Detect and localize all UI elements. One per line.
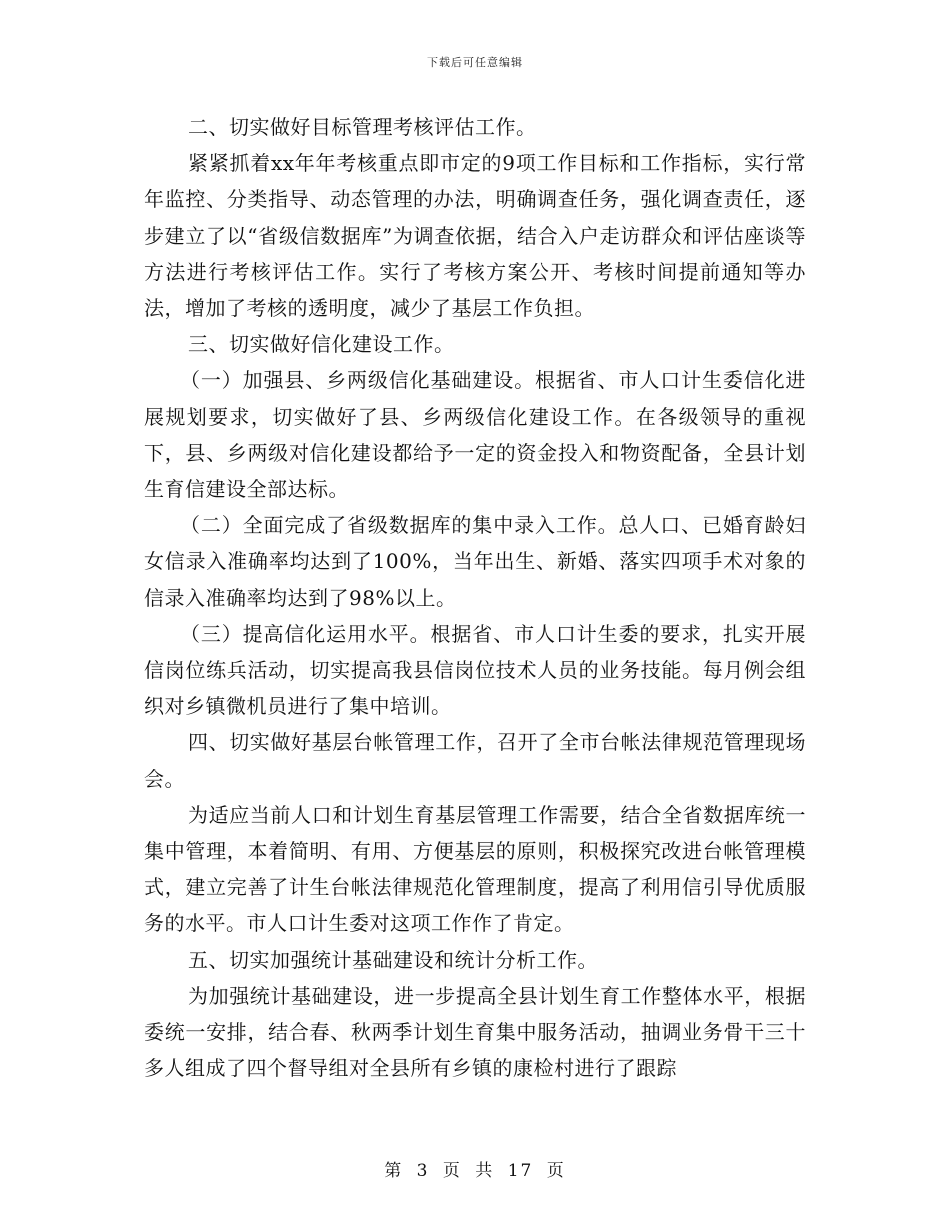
section-heading-2: 二、切实做好目标管理考核评估工作。 bbox=[188, 115, 537, 139]
document-body bbox=[144, 109, 806, 1086]
page-header-note: 下载后可任意编辑 bbox=[427, 56, 523, 69]
section-heading-5: 五、切实加强统计基础建设和统计分析工作。 bbox=[188, 947, 598, 972]
section-heading-4: 四、切实做好基层台帐管理工作，召开了全市台帐法律规范管理现场会。 bbox=[144, 730, 806, 791]
body-paragraph: 为加强统计基础建设，进一步提高全县计划生育工作整体水平，根据委统一安排，结合春、秋两季计划生育集中服务活动，抽调业务骨干三十多人组成了四个督导组对全县所有乡镇的康检村进行了跟踪 bbox=[144, 983, 806, 1081]
page-number-footer: 第 3 页 共 17 页 bbox=[384, 1161, 566, 1181]
subsection-paragraph-3: （三）提高信化运用水平。根据省、市人口计生委的要求，扎实开展信岗位练兵活动，切实提高我县信岗位技术人员的业务技能。每月例会组织对乡镇微机员进行了集中培训。 bbox=[144, 621, 806, 719]
subsection-paragraph-2: （二）全面完成了省级数据库的集中录入工作。总人口、已婚育龄妇女信录入准确率均达到了100%，当年出生、新婚、落实四项手术对象的信录入准确率均达到了98%以上。 bbox=[144, 513, 806, 610]
body-paragraph: 紧紧抓着xx年年考核重点即市定的9项工作目标和工作指标，实行常年监控、分类指导、动态管理的办法，明确调查任务，强化调查责任，逐步建立了以“省级信数据库”为调查依据，结合入户走访群众和评估座谈等方法进行考核评估工作。实行了考核方案公开、考核时间提前通知等办法，增加了考核的透明度，减少了基层工作负担。 bbox=[144, 151, 806, 321]
section-heading-3: 三、切实做好信化建设工作。 bbox=[188, 332, 455, 357]
body-paragraph: 为适应当前人口和计划生育基层管理工作需要，结合全省数据库统一集中管理，本着简明、有用、方便基层的原则，积极探究改进台帐管理模式，建立完善了计生台帐法律规范化管理制度，提高了利用信引导优质服务的水平。市人口计生委对这项工作作了肯定。 bbox=[144, 802, 806, 936]
subsection-paragraph-1: （一）加强县、乡两级信化基础建设。根据省、市人口计生委信化进展规划要求，切实做好了县、乡两级信化建设工作。在各级领导的重视下，县、乡两级对信化建设都给予一定的资金投入和物资配备，全县计划生育信建设全部达标。 bbox=[144, 368, 806, 502]
